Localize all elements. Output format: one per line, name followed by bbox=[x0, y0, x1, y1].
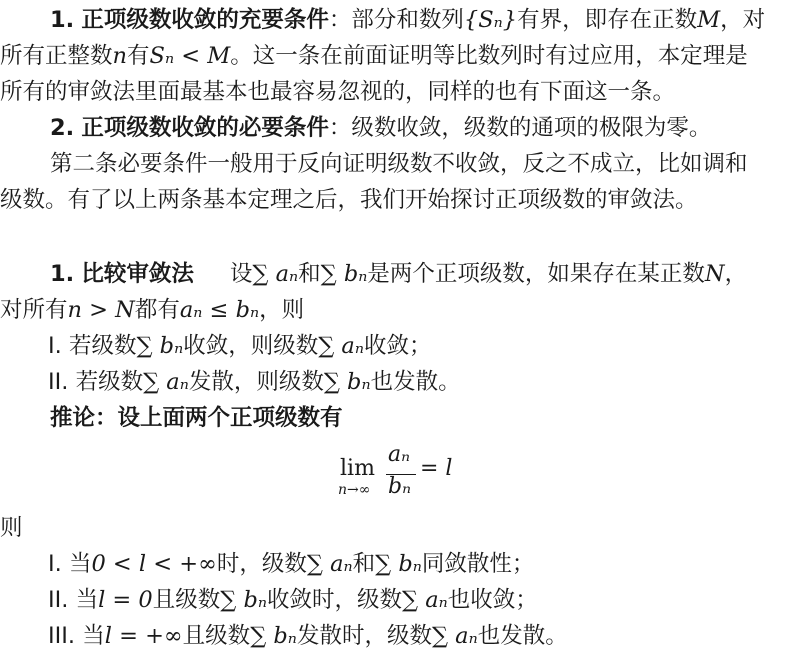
comparison-item-1 bbox=[0, 328, 796, 364]
item-2-text-b: 发散，则级数 bbox=[188, 369, 324, 395]
result-1-text-a: I. 当 bbox=[48, 551, 92, 577]
result-2-series-a: ∑ aₙ bbox=[402, 587, 448, 613]
line-2-text-c: 。这一条在前面证明等比数列时有过应用，本定理是 bbox=[230, 43, 748, 69]
condition-text-b: 都有 bbox=[134, 297, 180, 323]
condition-text-c: ，则 bbox=[259, 297, 305, 323]
result-1-text-d: 同敛散性； bbox=[421, 551, 535, 577]
partial-sum-bound: Sₙ < M bbox=[149, 43, 231, 69]
limit-formula bbox=[330, 442, 470, 502]
comparison-text-a4: ， bbox=[724, 261, 748, 287]
comparison-condition-line bbox=[0, 292, 796, 328]
series-a: ∑ aₙ bbox=[252, 261, 299, 287]
fraction-denominator: bₙ bbox=[388, 474, 411, 499]
result-2-series-b: ∑ bₙ bbox=[220, 587, 268, 613]
item-1-text-c: 收敛； bbox=[363, 333, 432, 359]
theorem-2-number: 2. bbox=[50, 115, 75, 141]
comparison-text-a1: 设 bbox=[229, 261, 253, 287]
line-3-text: 所有的审敛法里面最基本也最容易忽视的，同样的也有下面这一条。 bbox=[0, 79, 676, 105]
result-2-text-c: 收敛时，级数 bbox=[267, 587, 403, 613]
fraction-numerator: aₙ bbox=[388, 442, 411, 467]
result-3-condition: l = +∞ bbox=[104, 623, 183, 649]
theorem-1-number: 1. bbox=[50, 7, 75, 33]
corollary-line bbox=[0, 400, 796, 436]
result-2-text-d: 也收敛； bbox=[447, 587, 538, 613]
condition-inequality: aₙ ≤ bₙ bbox=[179, 297, 260, 323]
remark-text-2: 级数。有了以上两条基本定理之后，我们开始探讨正项级数的审敛法。 bbox=[0, 187, 698, 213]
partial-sum-sequence: {Sₙ} bbox=[463, 7, 518, 33]
result-3-text-a: III. 当 bbox=[48, 623, 105, 649]
limit-value: = l bbox=[420, 456, 453, 481]
result-3-text-d: 也发散。 bbox=[477, 623, 568, 649]
item-2-series-a: ∑ aₙ bbox=[143, 369, 189, 395]
limit-subscript: n→∞ bbox=[338, 482, 371, 498]
theorem-2-line bbox=[0, 110, 796, 146]
then-text: 则 bbox=[0, 515, 23, 541]
theorem-1-text-b: 有界，即存在正数 bbox=[517, 7, 698, 33]
item-2-text-c: 也发散。 bbox=[370, 369, 461, 395]
then-line bbox=[0, 510, 796, 546]
result-1-condition: 0 < l < +∞ bbox=[91, 551, 217, 577]
line-2-text-b: 有 bbox=[127, 43, 150, 69]
theorem-1-text-a: ：部分和数列 bbox=[328, 7, 464, 33]
item-2-series-b: ∑ bₙ bbox=[323, 369, 371, 395]
theorem-2-title: 正项级数收敛的必要条件 bbox=[81, 115, 329, 141]
theorem-1-title: 正项级数收敛的充要条件 bbox=[81, 7, 329, 33]
result-1-text-b: 时，级数 bbox=[216, 551, 307, 577]
result-item-3 bbox=[0, 618, 796, 654]
result-2-text-a: II. 当 bbox=[48, 587, 99, 613]
item-1-text-b: 收敛，则级数 bbox=[183, 333, 319, 359]
result-1-series-b: ∑ bₙ bbox=[375, 551, 422, 577]
result-3-series-b: ∑ bₙ bbox=[250, 623, 297, 649]
result-2-condition: l = 0 bbox=[98, 587, 153, 613]
corollary-heading: 推论：设上面两个正项级数有 bbox=[50, 405, 343, 431]
series-b: ∑ bₙ bbox=[320, 261, 368, 287]
theorem-2-text: ：级数收敛，级数的通项的极限为零。 bbox=[328, 115, 712, 141]
result-3-series-a: ∑ aₙ bbox=[431, 623, 478, 649]
comparison-text-a3: 是两个正项级数，如果存在某正数 bbox=[367, 261, 705, 287]
comparison-title: 比较审敛法 bbox=[81, 261, 194, 287]
item-2-text-a: II. 若级数 bbox=[48, 369, 144, 395]
comparison-test-line bbox=[0, 256, 796, 292]
result-item-1 bbox=[0, 546, 796, 582]
theorem-1-text-c: ，对 bbox=[720, 7, 766, 33]
var-N: N bbox=[704, 261, 725, 287]
condition-n-gt-N: n > N bbox=[67, 297, 135, 323]
item-1-series-a: ∑ aₙ bbox=[318, 333, 364, 359]
bound-m: M bbox=[697, 7, 721, 33]
result-1-series-a: ∑ aₙ bbox=[306, 551, 353, 577]
item-1-series-b: ∑ bₙ bbox=[136, 333, 184, 359]
theorem-1-line bbox=[0, 2, 796, 38]
item-1-text-a: I. 若级数 bbox=[48, 333, 137, 359]
remark-line-2 bbox=[0, 182, 796, 218]
condition-text-a: 对所有 bbox=[0, 297, 68, 323]
result-2-text-b: 且级数 bbox=[152, 587, 221, 613]
limit-operator: lim bbox=[340, 456, 375, 481]
remark-line-1 bbox=[0, 146, 796, 182]
result-3-text-c: 发散时，级数 bbox=[296, 623, 432, 649]
remark-text-1: 第二条必要条件一般用于反向证明级数不收敛，反之不成立，比如调和 bbox=[50, 151, 748, 177]
theorem-1-line-3 bbox=[0, 74, 796, 110]
comparison-number: 1. bbox=[50, 261, 75, 287]
result-3-text-b: 且级数 bbox=[182, 623, 251, 649]
result-1-text-c: 和 bbox=[352, 551, 376, 577]
result-item-2 bbox=[0, 582, 796, 618]
comparison-text-a2: 和 bbox=[298, 261, 321, 287]
line-2-text-a: 所有正整数 bbox=[0, 43, 113, 69]
comparison-item-2 bbox=[0, 364, 796, 400]
theorem-1-line-2 bbox=[0, 38, 796, 74]
var-n: n bbox=[112, 43, 128, 69]
